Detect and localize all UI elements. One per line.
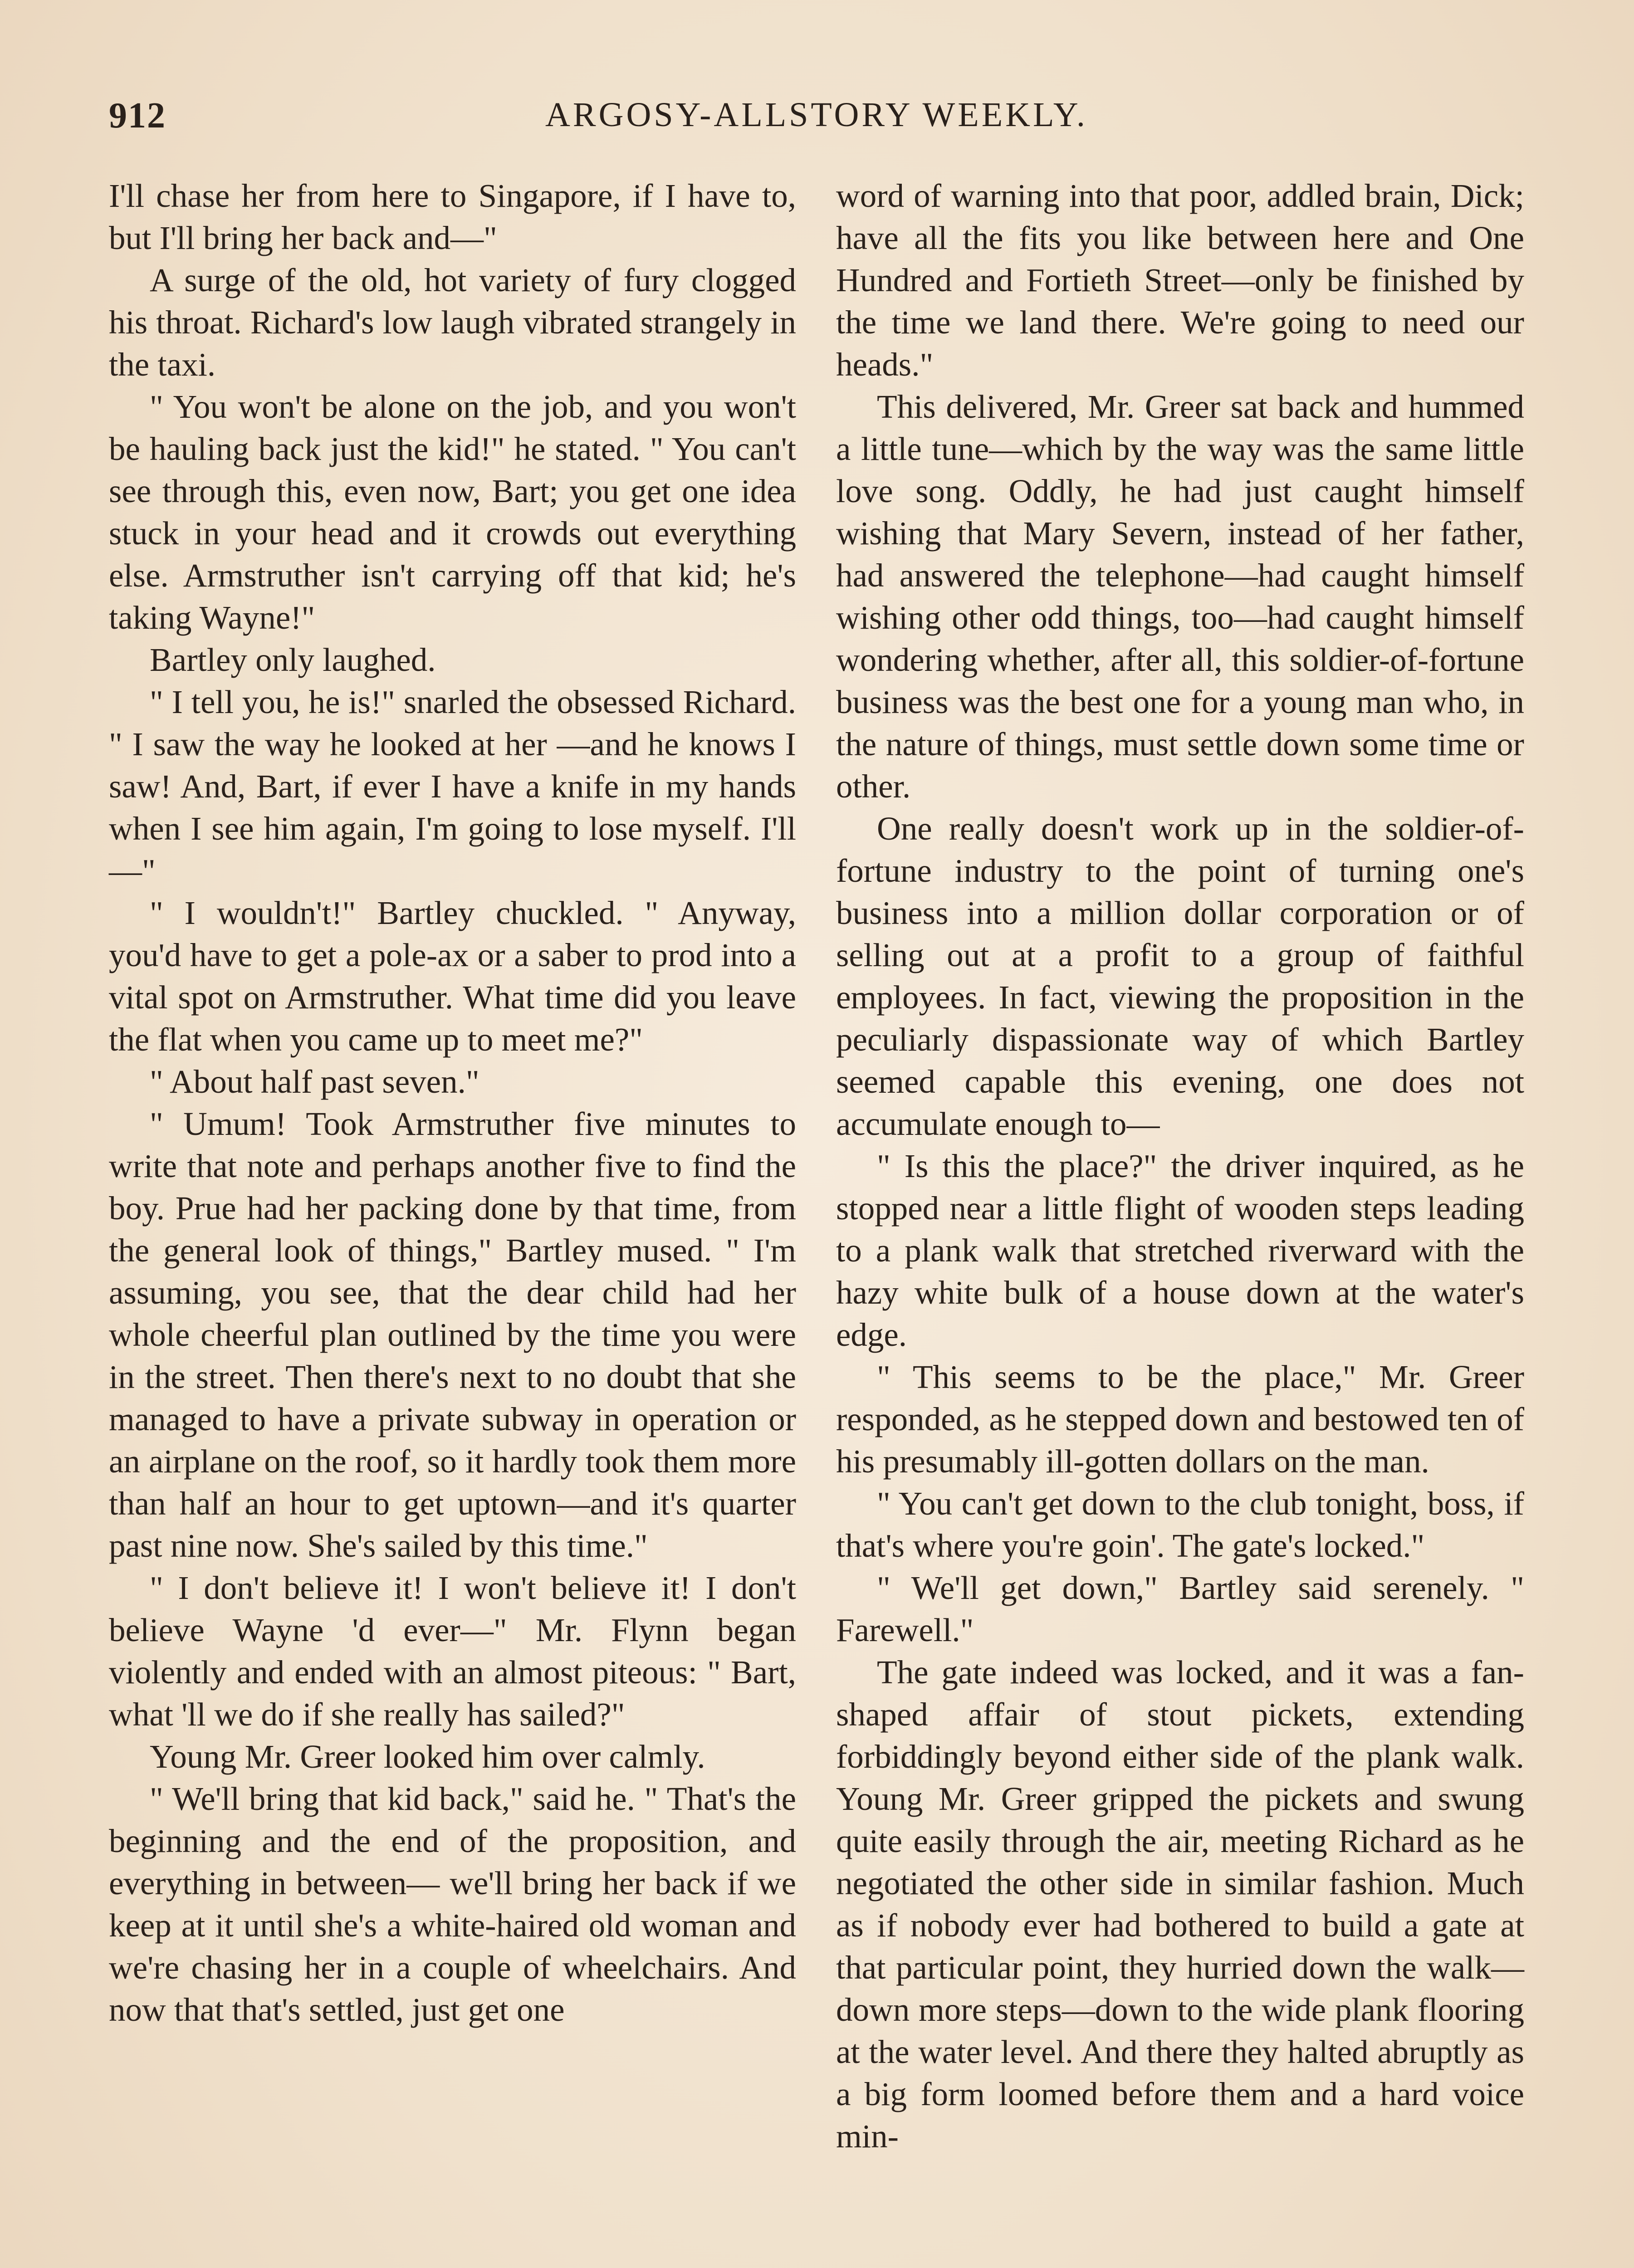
paragraph: " You can't get down to the club tonight, boss, if that's where you're goin'. The gate's locked." bbox=[836, 1485, 1524, 1564]
paragraph: word of warning into that poor, addled brain, Dick; have all the fits you like between here and One Hundred and Fortieth Street—only be finished by the time we land there. We're going to need our heads." bbox=[836, 177, 1524, 383]
right-column bbox=[836, 175, 1524, 2157]
paragraph: " I wouldn't!" Bartley chuckled. " Anyway, you'd have to get a pole-ax or a saber to prod into a vital spot on Armstruther. What time did you leave the flat when you came up to meet me?" bbox=[109, 894, 796, 1058]
paragraph: " About half past seven." bbox=[150, 1063, 479, 1100]
paragraph: " We'll get down," Bartley said serenely. " Farewell." bbox=[836, 1569, 1524, 1648]
paragraph: " This seems to be the place," Mr. Greer responded, as he stepped down and bestowed ten of his presumably ill-gotten dollars on the man. bbox=[836, 1359, 1524, 1480]
paragraph: Bartley only laughed. bbox=[150, 641, 436, 678]
paragraph: " You won't be alone on the job, and you won't be hauling back just the kid!" he stated. " You can't see through this, even now, Bart; you get one idea stuck in your head and it crowds out everything else. Armstruther isn't carrying off that kid; he's taking Wayne!" bbox=[109, 388, 796, 636]
paragraph: The gate indeed was locked, and it was a fan-shaped affair of stout pickets, extending forbiddingly beyond either side of the plank walk. Young Mr. Greer gripped the pickets and swung quite easily through the air, meeting Richard as he negotiated the other side in similar fashion. Much as if nobody ever had bothered to build a gate at that particular point, they hurried down the walk—down more steps—down to the wide plank flooring at the water level. And there they halted abruptly as a big form loomed before them and a hard voice min- bbox=[836, 1654, 1524, 2155]
paragraph: I'll chase her from here to Singapore, if I have to, but I'll bring her back and—" bbox=[109, 177, 796, 256]
paragraph: One really doesn't work up in the soldier-of-fortune industry to the point of turning one's business into a million dollar corporation or of selling out at a profit to a group of faithful employees. In fact, viewing the proposition in the peculiarly dispassionate way of which Bartley seemed capable this evening, one does not accumulate enough to— bbox=[836, 810, 1524, 1142]
paragraph: Young Mr. Greer looked him over calmly. bbox=[150, 1738, 705, 1775]
page-header bbox=[109, 91, 1524, 145]
paragraph: " I tell you, he is!" snarled the obsessed Richard. " I saw the way he looked at her —and he knows I saw! And, Bart, if ever I have a knife in my hands when I see him again, I'm going to lose myself. I'll—" bbox=[109, 684, 796, 889]
page-number: 912 bbox=[109, 96, 166, 136]
paragraph: " We'll bring that kid back," said he. " That's the beginning and the end of the proposition, and everything in between— we'll bring her back if we keep at it until she's a white-haired old woman and we're chasing her in a couple of wheelchairs. And now that that's settled, just get one bbox=[109, 1780, 796, 2028]
paragraph: " Is this the place?" the driver inquired, as he stopped near a little flight of wooden steps leading to a plank walk that stretched riverward with the hazy white bulk of a house down at the water's edge. bbox=[836, 1148, 1524, 1353]
paragraph: " I don't believe it! I won't believe it! I don't believe Wayne 'd ever—" Mr. Flynn began violently and ended with an almost piteous: " Bart, what 'll we do if she really has sailed?" bbox=[109, 1569, 796, 1733]
running-head: ARGOSY-ALLSTORY WEEKLY. bbox=[545, 96, 1088, 134]
paragraph: This delivered, Mr. Greer sat back and hummed a little tune—which by the way was the same little love song. Oddly, he had just caught himself wishing that Mary Severn, instead of her father, had answered the telephone—had caught himself wishing other odd things, too—had caught himself wondering whether, after all, this soldier-of-fortune business was the best one for a young man who, in the nature of things, must settle down some time or other. bbox=[836, 388, 1524, 805]
paragraph: " Umum! Took Armstruther five minutes to write that note and perhaps another five to find the boy. Prue had her packing done by that time, from the general look of things," Bartley mused. " I'm assuming, you see, that the dear child had her whole cheerful plan outlined by the time you were in the street. Then there's next to no doubt that she managed to have a private subway in operation or an airplane on the roof, so it hardly took them more than half an hour to get uptown—and it's quarter past nine now. She's sailed by this time." bbox=[109, 1105, 796, 1564]
paragraph: A surge of the old, hot variety of fury clogged his throat. Richard's low laugh vibrated strangely in the taxi. bbox=[109, 262, 796, 383]
left-column bbox=[109, 175, 796, 2031]
